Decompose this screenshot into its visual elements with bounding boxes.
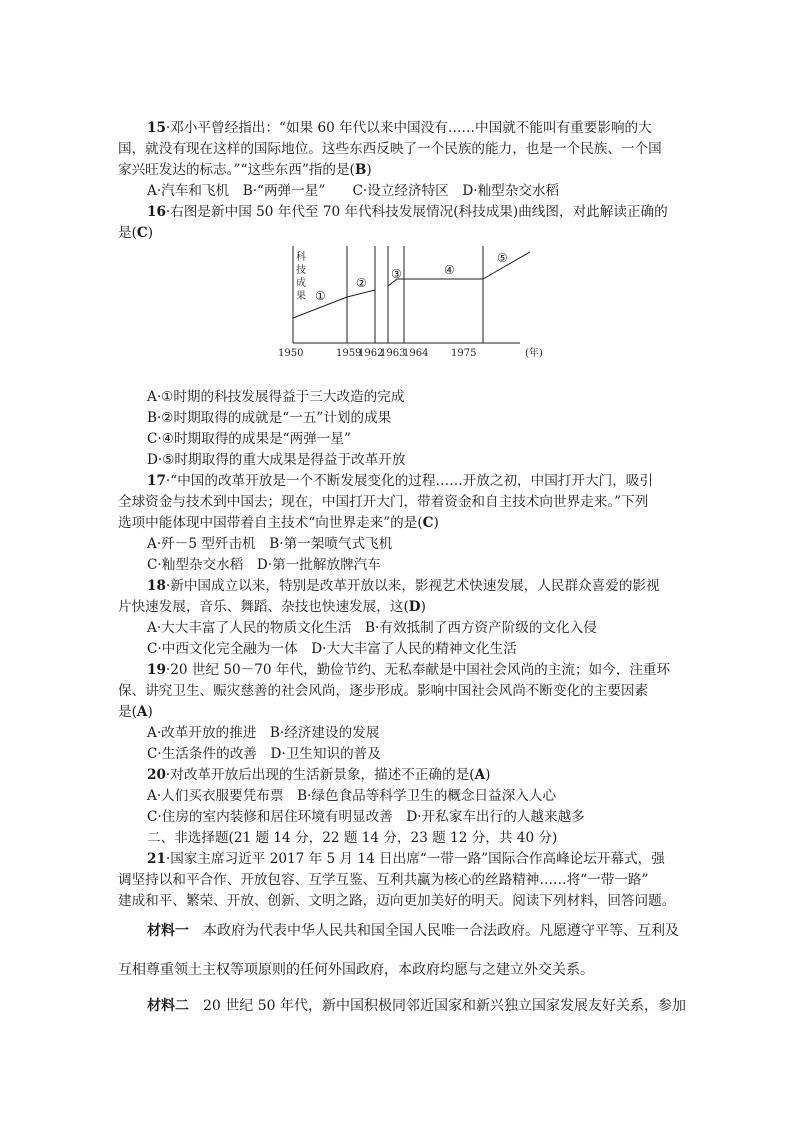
q17-line2: 全球资金与技术到中国去；现在，中国打开大门，带着资金和自主技术向世界走来。”下列 — [118, 494, 649, 510]
q17-options-row2: C·籼型杂交水稻 D·第一批解放牌汽车 — [147, 557, 381, 573]
x-tick-label: 1963 — [380, 348, 406, 359]
q16-option-c: C·④时期取得的成果是“两弹一星” — [147, 431, 351, 447]
q20-number: 20 — [147, 767, 166, 783]
q19-number: 19 — [147, 662, 166, 678]
q19-options-row2: C·生活条件的改善 D·卫生知识的普及 — [147, 746, 381, 762]
q21-material2-line1: 材料二 20 世纪 50 年代，新中国积极同邻近国家和新兴独立国家发展友好关系，参加 — [147, 998, 686, 1014]
tech-achievement-curve-figure — [270, 244, 560, 364]
q20-options-row2: C·住房的室内装修和居住环境有明显改善 D·开私家车出行的人越来越多 — [147, 809, 585, 825]
x-unit-label: (年) — [525, 348, 543, 359]
q21-material1-line2: 互相尊重领土主权等项原则的任何外国政府，本政府均愿与之建立外交关系。 — [118, 962, 594, 978]
q19-line2: 保、讲究卫生、赈灾慈善的社会风尚，逐步形成。影响中国社会风尚不断变化的主要因素 — [118, 683, 649, 699]
q20-answer: A — [474, 767, 486, 783]
y-label-char: 技 — [296, 265, 306, 276]
q15-line1: 15·邓小平曾经指出：“如果 60 年代以来中国没有……中国就不能叫有重要影响的大 — [147, 120, 652, 136]
q17-answer: C — [422, 515, 434, 531]
tech-curve-svg — [270, 244, 560, 364]
y-label-char: 果 — [296, 291, 306, 302]
q18-number: 18 — [147, 578, 166, 594]
q21-line1: 21·国家主席习近平 2017 年 5 月 14 日出席“一带一路”国际合作高峰论坛开幕式，强 — [147, 851, 665, 867]
q18-answer: D — [408, 599, 421, 615]
section2-title: 二、非选择题(21 题 14 分，22 题 14 分，23 题 12 分，共 40 分) — [147, 830, 558, 846]
curve-segment-2 — [347, 290, 375, 297]
q15-options: A·汽车和飞机 B·“两弹一星” C·设立经济特区 D·籼型杂交水稻 — [147, 183, 560, 199]
period-mark-2: ② — [356, 276, 367, 290]
y-label-char: 科 — [296, 252, 306, 263]
period-mark-4: ④ — [444, 263, 455, 277]
q21-material1-line1: 材料一 本政府为代表中华人民共和国全国人民唯一合法政府。凡愿遵守平等、互利及 — [147, 923, 679, 939]
q16-number: 16 — [147, 204, 166, 220]
x-tick-label: 1962 — [358, 348, 384, 359]
q16-answer: C — [136, 225, 148, 241]
period-mark-1: ① — [315, 289, 326, 303]
period-mark-3: ③ — [391, 267, 402, 281]
x-tick-label: 1964 — [403, 348, 429, 359]
q16-option-d: D·⑤时期取得的重大成果是得益于改革开放 — [147, 452, 406, 468]
q15-answer: B — [354, 162, 367, 178]
q19-line1: 19·20 世纪 50－70 年代，勤俭节约、无私奉献是中国社会风尚的主流；如今，注重环 — [147, 662, 671, 678]
q15-line3: 家兴旺发达的标志。”“这些东西”指的是(B) — [118, 162, 372, 178]
x-tick-label: 1975 — [451, 348, 477, 359]
q21-line3: 建成和平、繁荣、开放、创新、文明之路，迈向更加美好的明天。阅读下列材料，回答问题。 — [118, 893, 676, 909]
q17-options-row1: A·歼－5 型歼击机 B·第一架喷气式飞机 — [147, 536, 393, 552]
q21-line2: 调坚持以和平合作、开放包容、互学互鉴、互利共赢为核心的丝路精神……将“一带一路” — [118, 872, 649, 888]
q20-options-row1: A·人们买衣服要凭布票 B·绿色食品等科学卫生的概念日益深入人心 — [147, 788, 557, 804]
material2-label: 材料二 — [147, 998, 189, 1014]
q20-line1: 20·对改革开放后出现的生活新景象，描述不正确的是(A) — [147, 767, 491, 783]
q18-options-row2: C·中西文化完全融为一体 D·大大丰富了人民的精神文化生活 — [147, 641, 517, 657]
q16-option-b: B·②时期取得的成就是“一五”计划的成果 — [147, 410, 392, 426]
q17-line1: 17·“中国的改革开放是一个不断发展变化的过程……开放之初，中国打开大门，吸引 — [147, 473, 653, 489]
q16-line2: 是(C) — [118, 225, 154, 241]
q17-line3: 选项中能体现中国带着自主技术“向世界走来”的是(C) — [118, 515, 439, 531]
q19-options-row1: A·改革开放的推进 B·经济建设的发展 — [147, 725, 380, 741]
y-label-char: 成 — [296, 278, 306, 289]
q17-number: 17 — [147, 473, 166, 489]
period-mark-5: ⑤ — [497, 251, 508, 265]
q18-options-row1: A·大大丰富了人民的物质文化生活 B·有效抵制了西方资产阶级的文化入侵 — [147, 620, 597, 636]
q16-option-a: A·①时期的科技发展得益于三大改造的完成 — [147, 389, 405, 405]
q15-line2: 国，就没有现在这样的国际地位。这些东西反映了一个民族的能力，也是一个民族、一个国 — [118, 141, 662, 157]
q19-answer: A — [136, 704, 148, 720]
x-tick-label: 1959 — [336, 348, 362, 359]
q18-line2: 片快速发展，音乐、舞蹈、杂技也快速发展，这(D) — [118, 599, 426, 615]
q19-line3: 是(A) — [118, 704, 153, 720]
q18-line1: 18·新中国成立以来，特别是改革开放以来，影视艺术快速发展，人民群众喜爱的影视 — [147, 578, 660, 594]
material1-label: 材料一 — [147, 923, 189, 939]
q15-number: 15 — [147, 120, 166, 136]
q21-number: 21 — [147, 851, 166, 867]
x-tick-label: 1950 — [278, 348, 304, 359]
q16-line1: 16·右图是新中国 50 年代至 70 年代科技发展情况(科技成果)曲线图，对此解读正确的 — [147, 204, 668, 220]
